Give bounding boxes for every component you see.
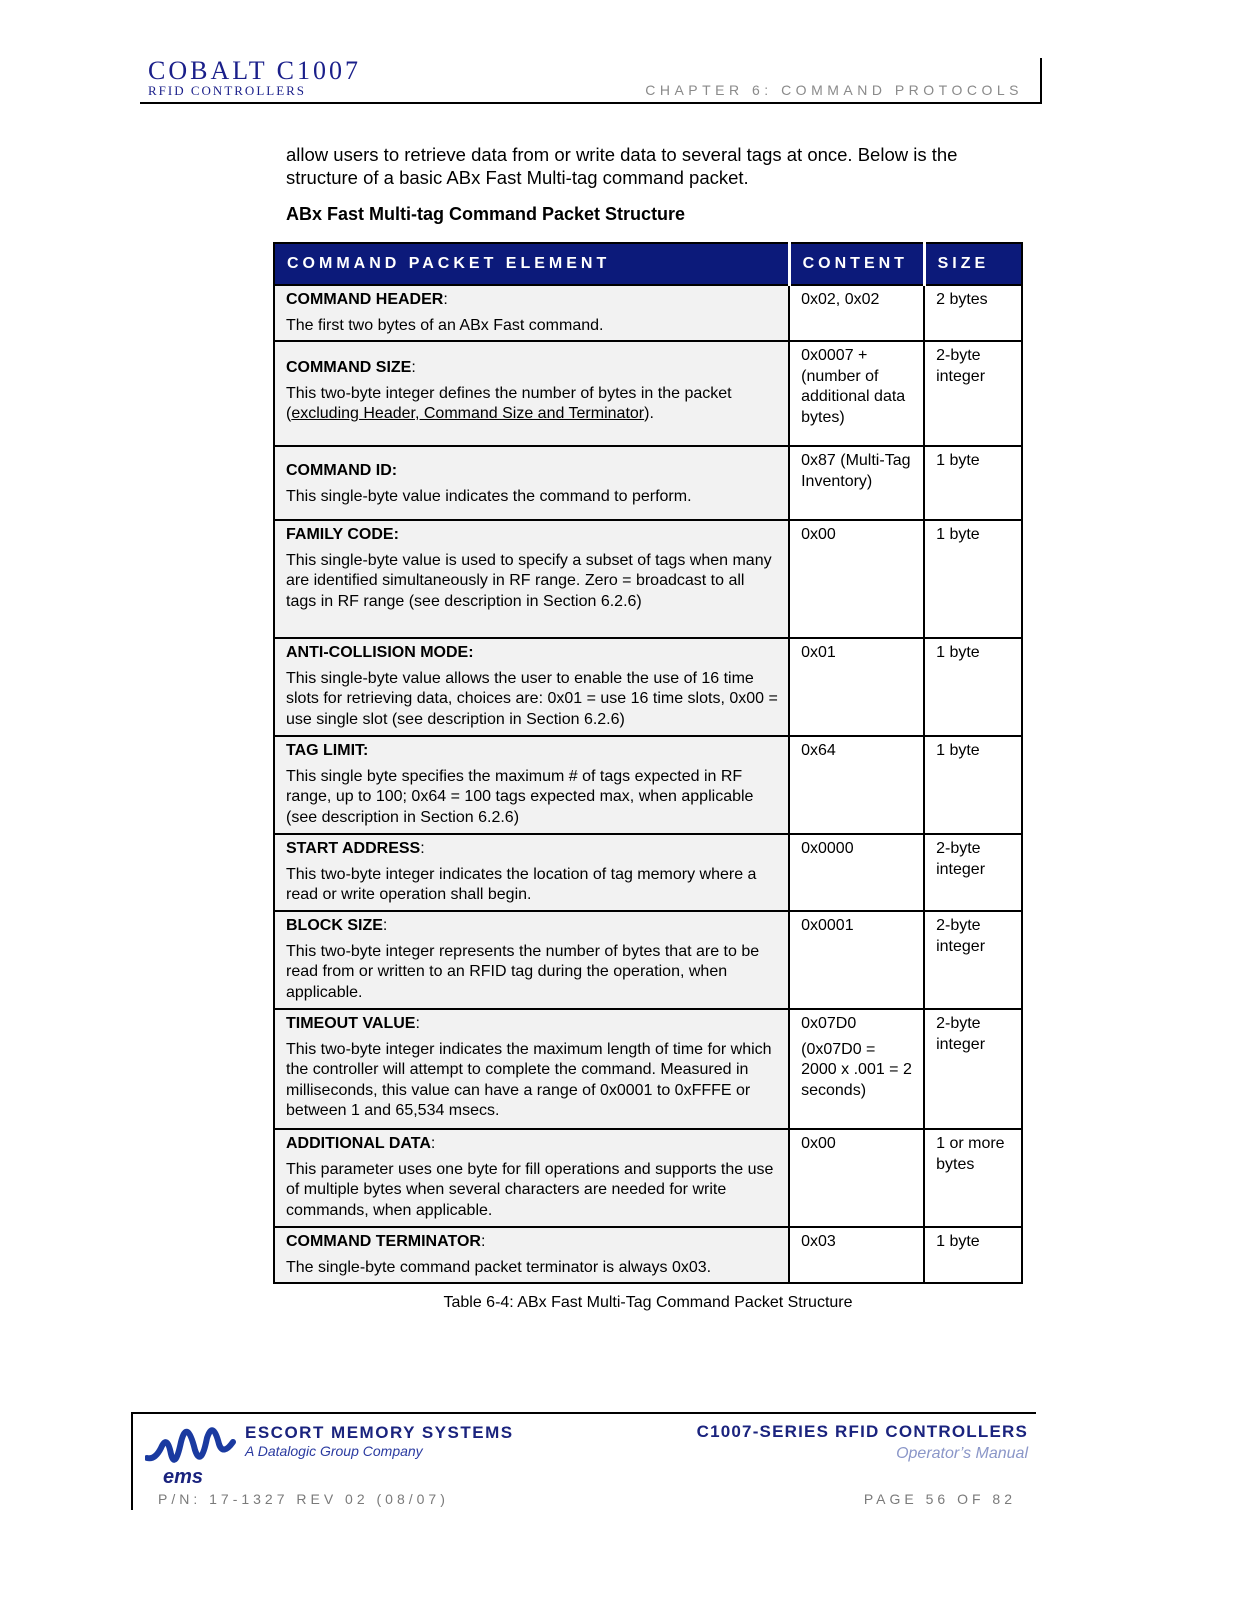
page-number: PAGE 56 OF 82 <box>863 1491 1016 1507</box>
table-row: COMMAND TERMINATOR: The single-byte command packet terminator is always 0x03. 0x03 1 byte <box>274 1227 1022 1283</box>
table-row <box>274 736 1022 834</box>
table-row <box>274 638 1022 736</box>
part-number: P/N: 17-1327 REV 02 (08/07) <box>158 1491 449 1507</box>
header-vertical-rule <box>1040 58 1042 104</box>
row-content: 0x02, 0x02 <box>789 285 924 341</box>
row-size: 1 byte <box>924 1227 1022 1283</box>
manual-title: Operator’s Manual <box>896 1445 1028 1462</box>
row-content: 0x07D0 <box>801 1015 857 1032</box>
chapter-title: CHAPTER 6: COMMAND PROTOCOLS <box>645 82 1023 98</box>
row-size: 1 byte <box>924 520 1022 638</box>
table-row: TIMEOUT VALUE: This two-byte integer indicates the maximum length of time for which the controller will attempt to complete the command. Measured in milliseconds, this value can have a range of 0x0001 to 0xFFFE or between 1 and 65,534 msecs. 0x07D0 (0x07D0 = 2000 x .001 = 2 seconds) 2-byte integer <box>274 1009 1022 1129</box>
section-subheading: ABx Fast Multi-tag Command Packet Structure <box>286 204 686 224</box>
row-title: TAG LIMIT: <box>286 742 369 759</box>
column-header-element: COMMAND PACKET ELEMENT <box>274 243 789 285</box>
row-description: This two-byte integer indicates the maximum length of time for which the controller will attempt to complete the command. Measured in milliseconds, this value can have a range of 0x0001 to 0xFFFE or between 1 and 65,534 msecs. <box>286 1040 772 1119</box>
row-size: 1 byte <box>924 638 1022 736</box>
row-content: 0x87 (Multi-Tag Inventory) <box>789 446 924 520</box>
intro-paragraph: allow users to retrieve data from or write data to several tags at once. Below is the structure of a basic ABx Fast Multi-tag command packet. <box>286 144 958 188</box>
column-header-size: SIZE <box>924 243 1022 285</box>
row-title: FAMILY CODE: <box>286 526 399 543</box>
table-row: COMMAND SIZE: This two-byte integer defines the number of bytes in the packet (excluding Header, Command Size and Terminator). 0x0007 + (number of additional data bytes) 2-byte integer <box>274 341 1022 446</box>
company-name: ESCORT MEMORY SYSTEMS <box>245 1423 514 1442</box>
command-packet-table <box>273 242 1023 1284</box>
column-header-content: CONTENT <box>789 243 924 285</box>
row-title: COMMAND SIZE <box>286 359 412 376</box>
table-header-row <box>274 243 1022 285</box>
row-title: ADDITIONAL DATA <box>286 1135 431 1152</box>
row-size: 1 byte <box>924 446 1022 520</box>
row-description: This single-byte value is used to specify a subset of tags when many are identified simultaneously in RF range. Zero = broadcast to all tags in RF range (see description in Section 6.2.6) <box>286 551 772 610</box>
row-description: This two-byte integer represents the number of bytes that are to be read from or written to an RFID tag during the operation, when applicable. <box>286 942 760 1001</box>
row-title: START ADDRESS <box>286 840 421 857</box>
row-title: COMMAND TERMINATOR <box>286 1233 481 1250</box>
row-description: This two-byte integer indicates the location of tag memory where a read or write operation shall begin. <box>286 865 757 903</box>
footer-rule <box>131 1412 1036 1414</box>
row-description: The single-byte command packet terminator is always 0x03. <box>286 1258 712 1276</box>
row-size: 2-byte integer <box>924 834 1022 911</box>
cobalt-logo <box>148 58 361 97</box>
footer-vertical-rule <box>131 1412 133 1510</box>
table-row: START ADDRESS: This two-byte integer indicates the location of tag memory where a read or write operation shall begin. 0x0000 2-byte integer <box>274 834 1022 911</box>
row-title: COMMAND HEADER <box>286 291 444 308</box>
row-content: 0x0001 <box>789 911 924 1009</box>
row-content: 0x0000 <box>789 834 924 911</box>
table-row <box>274 446 1022 520</box>
row-description: This single byte specifies the maximum # of tags expected in RF range, up to 100; 0x64 = 100 tags expected max, when applicable (see description in Section 6.2.6) <box>286 767 754 826</box>
row-title: ANTI-COLLISION MODE: <box>286 644 474 661</box>
row-description: The first two bytes of an ABx Fast command. <box>286 316 604 334</box>
table-caption: Table 6-4: ABx Fast Multi-Tag Command Packet Structure <box>443 1294 853 1311</box>
product-series: C1007-SERIES RFID CONTROLLERS <box>696 1422 1028 1441</box>
row-content: 0x00 <box>789 1129 924 1227</box>
row-description: This single-byte value allows the user to enable the use of 16 time slots for retrieving data, choices are: 0x01 = use 16 time slots, 0x00 = use single slot (see description in Section 6.2.6) <box>286 669 778 728</box>
table-row: BLOCK SIZE: This two-byte integer represents the number of bytes that are to be read from or written to an RFID tag during the operation, when applicable. 0x0001 2-byte integer <box>274 911 1022 1009</box>
logo-subtitle: RFID CONTROLLERS <box>148 83 307 98</box>
table-row <box>274 520 1022 638</box>
header-rule <box>140 102 1042 104</box>
row-size: 2-byte integer <box>924 911 1022 1009</box>
row-content: 0x01 <box>789 638 924 736</box>
ems-logo-text: ems <box>163 1466 204 1488</box>
table-row: COMMAND HEADER: The first two bytes of an ABx Fast command. 0x02, 0x02 2 bytes <box>274 285 1022 341</box>
row-size: 1 or more bytes <box>924 1129 1022 1227</box>
row-content: 0x0007 + (number of additional data bytes) <box>789 341 924 446</box>
row-content-note: (0x07D0 = 2000 x .001 = 2 seconds) <box>801 1040 912 1099</box>
row-size: 1 byte <box>924 736 1022 834</box>
row-title: BLOCK SIZE <box>286 917 383 934</box>
row-title: TIMEOUT VALUE <box>286 1015 416 1032</box>
row-description: This two-byte integer defines the number of bytes in the packet (excluding Header, Command Size and Terminator). <box>286 384 732 422</box>
row-size: 2-byte integer <box>924 341 1022 446</box>
row-content: 0x00 <box>789 520 924 638</box>
row-content: 0x03 <box>789 1227 924 1283</box>
row-title: COMMAND ID: <box>286 462 398 479</box>
row-description: This single-byte value indicates the command to perform. <box>286 487 692 505</box>
row-description: This parameter uses one byte for fill operations and supports the use of multiple bytes when several characters are needed for write commands, when applicable. <box>286 1160 774 1219</box>
table-row: ADDITIONAL DATA: This parameter uses one byte for fill operations and supports the use of multiple bytes when several characters are needed for write commands, when applicable. 0x00 1 or more bytes <box>274 1129 1022 1227</box>
logo-title: COBALT C1007 <box>148 56 361 85</box>
row-size: 2 bytes <box>924 285 1022 341</box>
row-content: 0x64 <box>789 736 924 834</box>
company-tagline: A Datalogic Group Company <box>245 1443 423 1459</box>
row-size: 2-byte integer <box>924 1009 1022 1129</box>
ems-wave-logo-icon <box>145 1420 245 1470</box>
